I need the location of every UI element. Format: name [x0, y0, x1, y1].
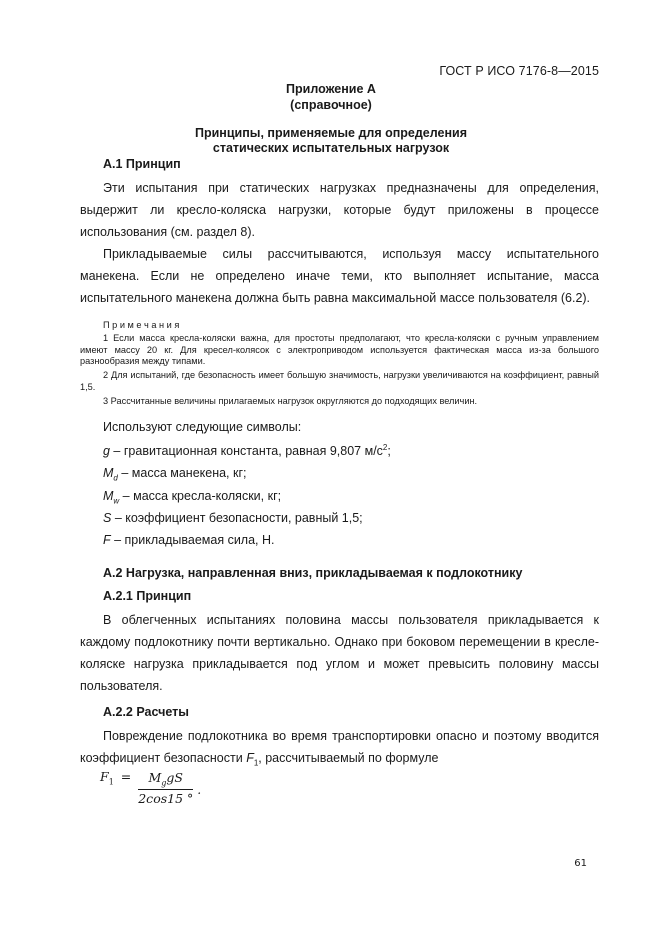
a1-para1-text: Эти испытания при статических нагрузках предназначены для определения, выдержит ли кресло-коляска нагрузки, которые будут приложены в процессе использования (см. раздел 8). [80, 181, 599, 239]
note-3 [80, 396, 599, 408]
symbol-g-letter: g [103, 444, 110, 459]
symbol-mw-text: – масса кресла-коляски, кг; [119, 489, 282, 503]
note-2 [80, 370, 599, 393]
symbol-f-text: – прикладываемая сила, Н. [110, 533, 275, 547]
section-a21-paragraph [80, 609, 599, 697]
symbol-mw-letter: M [103, 489, 114, 503]
formula-eq: = [120, 769, 132, 784]
appendix-subtitle: (справочное) [290, 98, 372, 112]
formula-num-m: M [148, 770, 162, 785]
symbol-md-sub: d [113, 473, 118, 483]
appendix-heading-line2: статических испытательных нагрузок [212, 141, 450, 155]
document-code: ГОСТ Р ИСО 7176-8—2015 [439, 64, 599, 78]
page-number: 61 [574, 858, 587, 869]
a22-text-b: , рассчитываемый по формуле [258, 751, 439, 765]
a22-f-symbol: F [246, 751, 254, 765]
formula-fraction [138, 770, 193, 806]
symbol-md-letter: M [103, 466, 114, 480]
symbol-md [103, 466, 247, 483]
section-a2-heading: А.2 Нагрузка, направленная вниз, прикладываемая к подлокотнику [103, 566, 523, 580]
symbol-g-sup: 2 [382, 443, 388, 452]
symbol-md-text: – масса манекена, кг; [117, 466, 247, 480]
notes-label: П р и м е ч а н и я [103, 320, 180, 330]
section-a21-heading: А.2.1 Принцип [103, 589, 192, 603]
a21-text: В облегченных испытаниях половина массы пользователя прикладывается к каждому подлокотнику почти вертикально. Однако при боковом перемещении в кресле-коляске нагрузка прикладывается под углом и может превысить половину массы пользователя. [80, 613, 599, 693]
formula-lhs: F [100, 769, 109, 784]
note-1 [80, 333, 599, 368]
symbol-s [103, 511, 363, 525]
formula [100, 770, 201, 806]
symbol-mw-sub: w [113, 496, 120, 506]
symbol-s-text: – коэффициент безопасности, равный 1,5; [111, 511, 363, 525]
appendix-title: Приложение А [286, 82, 376, 96]
section-a22-heading: А.2.2 Расчеты [103, 705, 189, 719]
symbol-s-letter: S [103, 511, 112, 525]
note-3-text: 3 Рассчитанные величины прилагаемых нагрузок округляются до подходящих величин. [103, 396, 478, 406]
formula-num-rest: gS [166, 770, 183, 785]
formula-denominator: 2cos15 ° [138, 790, 194, 806]
note-2-text: 2 Для испытаний, где безопасность имеет большую значимость, нагрузки увеличиваются на коэффициент, равный 1,5. [80, 370, 599, 392]
formula-end: . [197, 782, 202, 798]
a1-para2-text: Прикладываемые силы рассчитываются, используя массу испытательного манекена. Если не определено иначе теми, кто выполняет испытание, масса испытательного манекена должна быть равна максимальной массе пользователя (6.2). [80, 247, 599, 305]
symbol-mw [103, 489, 281, 506]
symbol-f [103, 533, 275, 547]
section-a1-paragraph-1 [80, 177, 599, 243]
symbol-g-text: – гравитационная константа, равная 9,807 м/с [109, 444, 383, 459]
formula-numerator [138, 770, 193, 790]
a22-f-sub: 1 [253, 758, 259, 768]
symbols-intro: Используют следующие символы: [103, 420, 302, 434]
symbol-g-end: ; [387, 444, 391, 459]
section-a22-paragraph [80, 725, 599, 775]
symbol-g [103, 443, 391, 458]
section-a1-paragraph-2 [80, 243, 599, 309]
note-1-text: 1 Если масса кресла-коляски важна, для простоты предполагают, что кресла-коляски с ручным управлением имеют массу 20 кг. Для кресел-колясок с электроприводом используется фактическая масса из-за большого разнообразия между типами. [80, 333, 599, 366]
a22-text-a: Повреждение подлокотника во время транспортировки опасно и поэтому вводится коэффициент безопасности [80, 729, 599, 765]
appendix-heading-line1: Принципы, применяемые для определения [195, 126, 467, 140]
section-a1-heading: А.1 Принцип [103, 157, 181, 171]
formula-lhs-sub: 1 [108, 777, 114, 787]
symbol-f-letter: F [103, 533, 111, 547]
formula-num-sub: g [161, 778, 167, 788]
